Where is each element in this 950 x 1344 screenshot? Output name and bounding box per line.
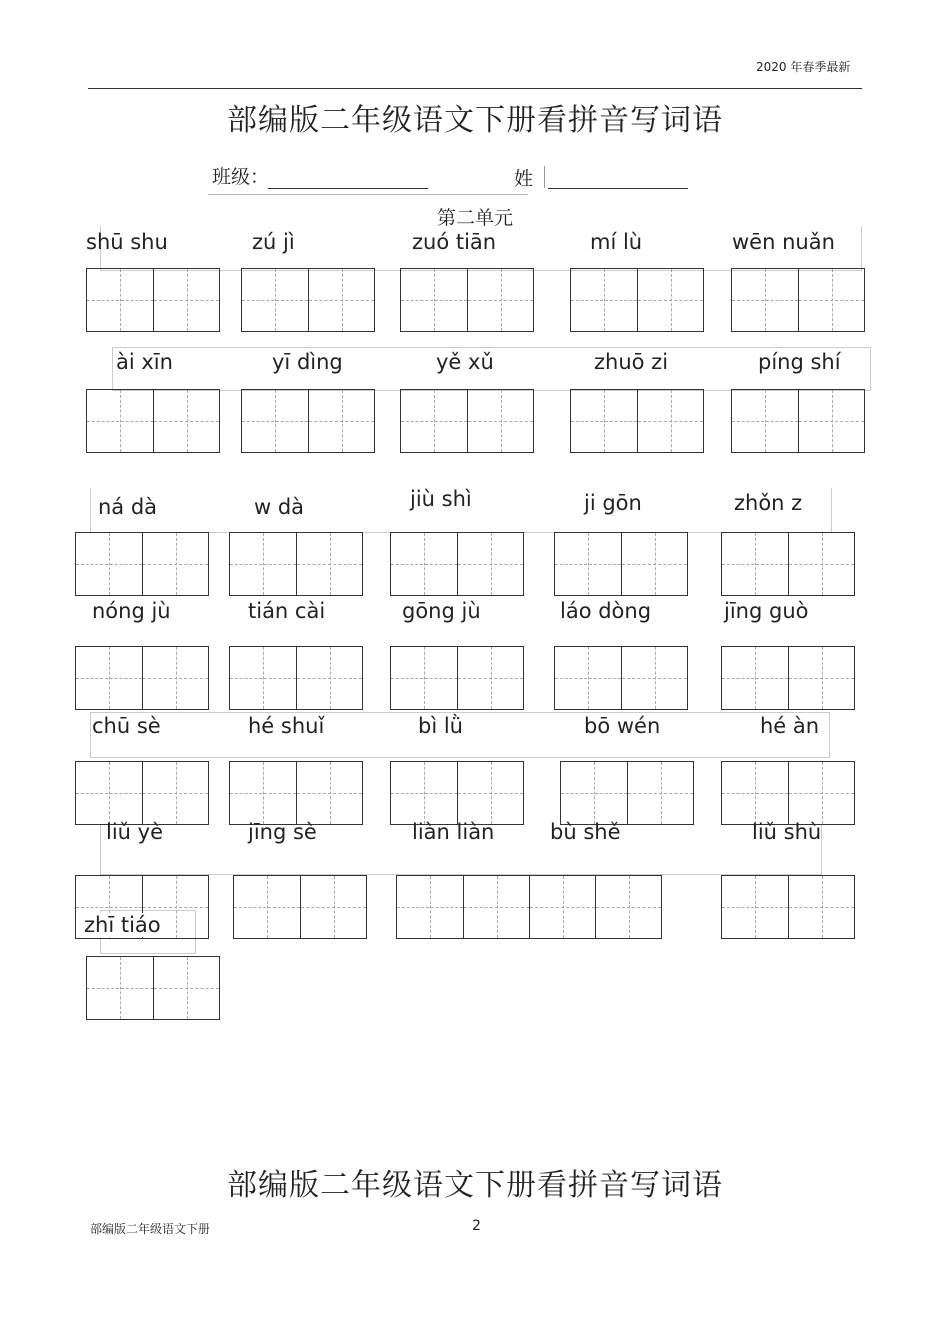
- class-field-line[interactable]: [268, 188, 428, 189]
- pinyin: bù shě: [550, 820, 621, 844]
- pinyin: jiù shì: [410, 487, 472, 511]
- writing-grid[interactable]: [233, 875, 367, 939]
- writing-grid[interactable]: [86, 268, 220, 332]
- writing-grid[interactable]: [390, 646, 524, 710]
- writing-grid[interactable]: [721, 646, 855, 710]
- writing-grid[interactable]: [241, 268, 375, 332]
- page-number: 2: [472, 1218, 481, 1234]
- pinyin: bì lǜ: [418, 714, 463, 738]
- writing-grid[interactable]: [570, 389, 704, 453]
- pinyin: píng shí: [758, 350, 841, 374]
- pinyin: w dà: [254, 495, 305, 519]
- pinyin: bō wén: [584, 714, 661, 738]
- writing-grid[interactable]: [75, 761, 209, 825]
- footer-label: 部编版二年级语文下册: [90, 1222, 211, 1236]
- pinyin: liǔ yè: [106, 820, 164, 844]
- pinyin: láo dòng: [560, 599, 652, 623]
- writing-grid[interactable]: [75, 646, 209, 710]
- pinyin: nóng jù: [92, 599, 171, 623]
- writing-grid[interactable]: [75, 532, 209, 596]
- writing-grid[interactable]: [731, 389, 865, 453]
- writing-grid[interactable]: [400, 389, 534, 453]
- pinyin: jīng sè: [248, 820, 317, 844]
- writing-grid[interactable]: [229, 761, 363, 825]
- pinyin: liǔ shù: [752, 820, 822, 844]
- pinyin: hé àn: [760, 714, 820, 738]
- name-field-line[interactable]: [548, 188, 688, 189]
- writing-grid[interactable]: [560, 761, 694, 825]
- pinyin: liàn liàn: [412, 820, 495, 844]
- pinyin: yī dìng: [272, 350, 343, 374]
- pinyin: zhī tiáo: [84, 913, 161, 937]
- class-field-guide: [208, 194, 528, 195]
- pinyin: wēn nuǎn: [732, 230, 835, 254]
- pinyin: zhuō zi: [594, 350, 669, 374]
- pinyin: ná dà: [98, 495, 158, 519]
- pinyin: yě xǔ: [436, 350, 494, 374]
- writing-grid[interactable]: [86, 956, 220, 1020]
- pinyin: zú jì: [252, 230, 295, 254]
- pinyin: gōng jù: [402, 599, 481, 623]
- pinyin: ài xīn: [116, 350, 173, 374]
- writing-grid[interactable]: [721, 532, 855, 596]
- unit-heading: 第二单元: [436, 207, 513, 229]
- writing-grid[interactable]: [731, 268, 865, 332]
- writing-grid[interactable]: [570, 268, 704, 332]
- writing-grid[interactable]: [400, 268, 534, 332]
- bottom-title: 部编版二年级语文下册看拼音写词语: [227, 1168, 723, 1203]
- writing-grid[interactable]: [554, 646, 688, 710]
- pinyin: hé shuǐ: [248, 714, 325, 738]
- name-field-marker: [544, 166, 545, 188]
- pinyin: mí lù: [590, 230, 643, 254]
- pinyin: tián cài: [248, 599, 326, 623]
- pinyin: ji gōn: [584, 491, 642, 515]
- pinyin: zhǒn z: [734, 491, 803, 515]
- writing-grid[interactable]: [229, 646, 363, 710]
- writing-grid[interactable]: [554, 532, 688, 596]
- name-label: 姓: [514, 168, 534, 190]
- pinyin: jīng guò: [724, 599, 809, 623]
- writing-grid[interactable]: [390, 532, 524, 596]
- writing-grid-four[interactable]: [396, 875, 662, 939]
- class-label: 班级：: [212, 166, 270, 188]
- writing-grid[interactable]: [241, 389, 375, 453]
- writing-grid[interactable]: [390, 761, 524, 825]
- header-year-label: 2020 年春季最新: [756, 60, 851, 74]
- writing-grid[interactable]: [721, 761, 855, 825]
- writing-grid[interactable]: [86, 389, 220, 453]
- pinyin: zuó tiān: [412, 230, 497, 254]
- writing-grid[interactable]: [229, 532, 363, 596]
- page-title: 部编版二年级语文下册看拼音写词语: [227, 103, 723, 138]
- pinyin: chū sè: [92, 714, 161, 738]
- writing-grid[interactable]: [721, 875, 855, 939]
- header-rule: [88, 88, 862, 89]
- pinyin: shū shu: [86, 230, 168, 254]
